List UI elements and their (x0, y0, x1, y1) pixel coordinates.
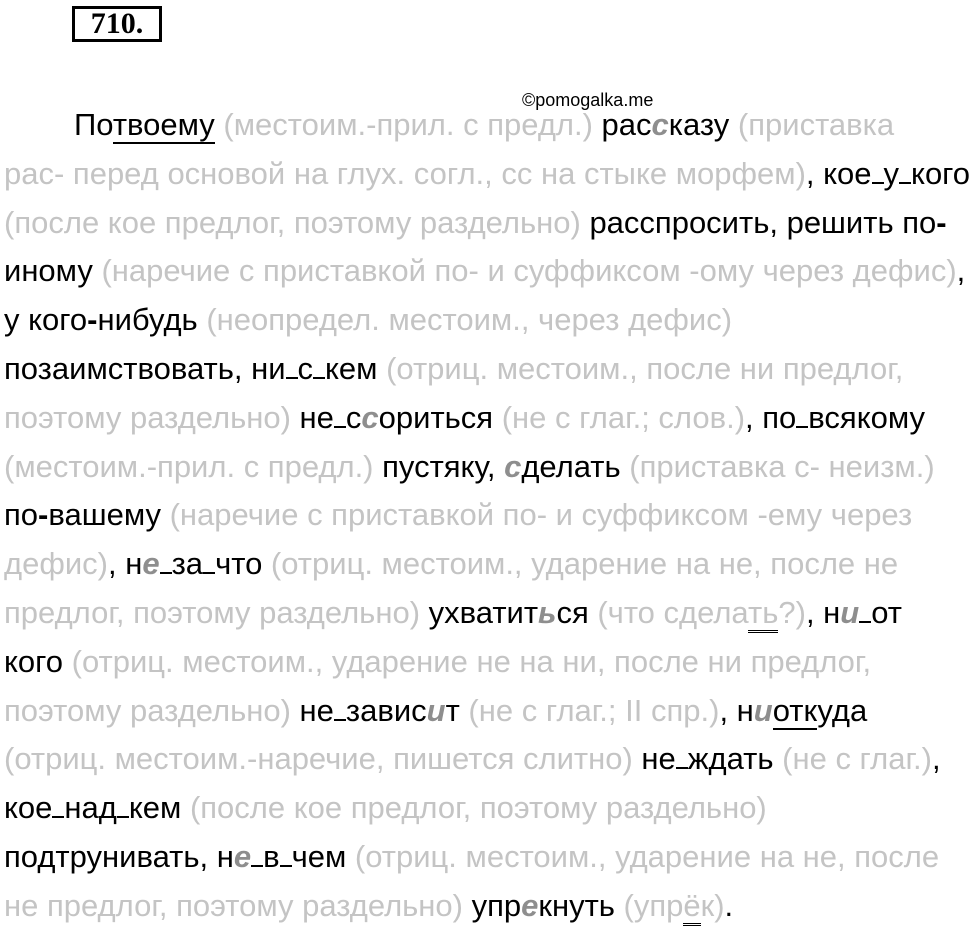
watermark: ©pomogalka.me (522, 90, 654, 110)
text-line: кое над кем (после кое предлог, поэтому раздельно) (4, 790, 767, 826)
text-line: поэтому раздельно) не ссориться (не с глаг.; слов.), по всякому (4, 399, 926, 435)
text-line: по-вашему (наречие с приставкой по- и суффиксом -ему через (4, 497, 913, 533)
text-line: (местоим.-прил. с предл.) пустяку, сделать (приставка с- неизм.) (4, 448, 935, 484)
task-number: 710. (72, 6, 162, 42)
exercise-text (4, 101, 970, 931)
text-line: предлог, поэтому раздельно) ухватиться (что сделать?), ни от (4, 589, 958, 638)
text-line: Потвоему (местоим.-прил. с предл.) рассказу (приставка (74, 107, 895, 142)
text-line: кого (отриц. местоим., ударение не на ни, после ни предлог, (4, 643, 872, 679)
text-line: рас- перед основой на глух. согл., сс на стыке морфем), кое у кого (4, 155, 970, 191)
text-line: не предлог, поэтому раздельно) упрекнуть (упрёк). (4, 882, 958, 931)
text-line: позаимствовать, ни с кем (отриц. местоим., после ни предлог, (4, 350, 904, 386)
text-line: у кого-нибудь (неопредел. местоим., через дефис) (4, 302, 733, 338)
text-line: (после кое предлог, поэтому раздельно) расспросить, решить по- (4, 204, 947, 240)
text-line: (отриц. местоим.-наречие, пишется слитно) не ждать (не с глаг.), (4, 741, 941, 777)
text-line: поэтому раздельно) не зависит (не с глаг.; II спр.), ниоткуда (4, 692, 868, 728)
text-line: подтрунивать, не в чем (отриц. местоим., ударение на не, после (4, 838, 940, 874)
text-line: дефис), не за что (отриц. местоим., ударение на не, после не (4, 546, 899, 582)
text-line: иному (наречие с приставкой по- и суффиксом -ому через дефис), (4, 253, 966, 289)
